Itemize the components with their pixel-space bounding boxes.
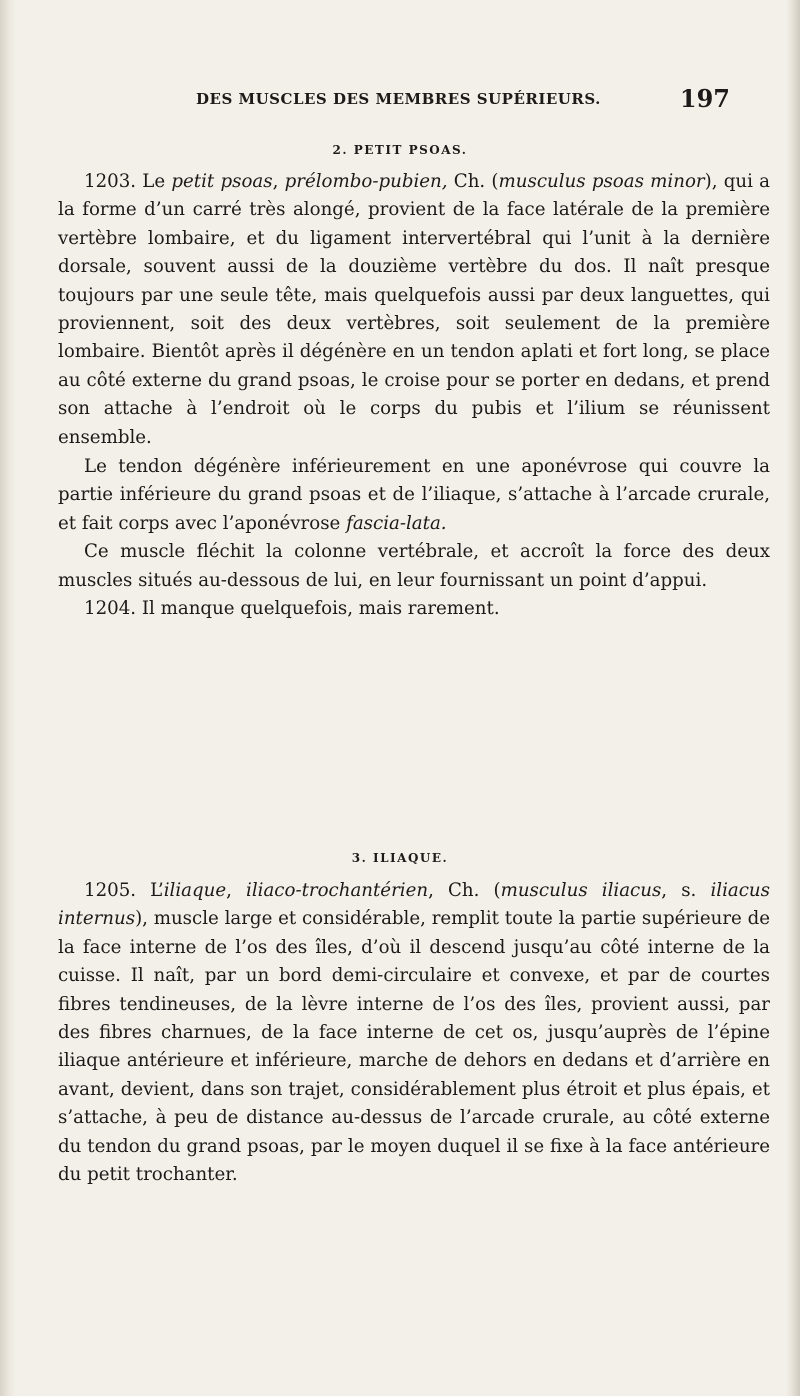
section-body-iliaque <box>58 877 770 1189</box>
page-edge-shadow-right <box>786 0 800 1396</box>
page-edge-shadow-left <box>0 0 16 1396</box>
paragraph-action: Ce muscle fléchit la colonne vertébrale, et accroît la force des deux muscles situés au-dessous de lui, en leur fournissant un point d’appui. <box>58 541 770 591</box>
section-heading-petit-psoas: 2. PETIT PSOAS. <box>332 143 468 157</box>
paragraph-1203: 1203. Le petit psoas, prélombo-pubien, Ch. (musculus psoas minor), qui a la forme d’un carré très alongé, provient de la face latérale de la première vertèbre lombaire, et du ligament intervertébral qui l’unit à la dernière dorsale, souvent aussi de la douzième vertèbre du dos. Il naît presque toujours par une seule tête, mais quelquefois aussi par deux languettes, qui proviennent, soit des deux vertèbres, soit seulement de la première lombaire. Bientôt après il dégénère en un tendon aplati et fort long, se place au côté externe du grand psoas, le croise pour se porter en dedans, et prend son attache à l’endroit où le corps du pubis et l’ilium se réunissent ensemble. <box>58 171 770 448</box>
section-body-petit-psoas <box>58 168 770 624</box>
section-heading-iliaque: 3. ILIAQUE. <box>351 851 449 865</box>
running-head <box>196 84 730 114</box>
paragraph-tendon: Le tendon dégénère inférieurement en une aponévrose qui couvre la partie inférieure du grand psoas et de l’iliaque, s’attache à l’arcade crurale, et fait corps avec l’aponévrose fascia-lata. <box>58 456 770 534</box>
paragraph-1204: 1204. Il manque quelquefois, mais rarement. <box>84 598 500 620</box>
paragraph-1205: 1205. L’iliaque, iliaco-trochantérien, Ch. (musculus iliacus, s. iliacus internus), muscle large et considérable, remplit toute la partie supérieure de la face interne de l’os des îles, d’où il descend jusqu’au côté interne de la cuisse. Il naît, par un bord demi-circulaire et convexe, et par de courtes fibres tendineuses, de la lèvre interne de l’os des îles, provient aussi, par des fibres charnues, de la face interne de cet os, jusqu’auprès de l’épine iliaque antérieure et inférieure, marche de dehors en dedans et d’arrière en avant, devient, dans son trajet, considérablement plus étroit et plus épais, et s’attache, à peu de distance au-dessus de l’arcade crurale, au côté externe du tendon du grand psoas, par le moyen duquel il se fixe à la face antérieure du petit trochanter. <box>58 880 770 1186</box>
page-number: 197 <box>679 84 730 113</box>
running-title: DES MUSCLES DES MEMBRES SUPÉRIEURS. <box>196 90 601 108</box>
